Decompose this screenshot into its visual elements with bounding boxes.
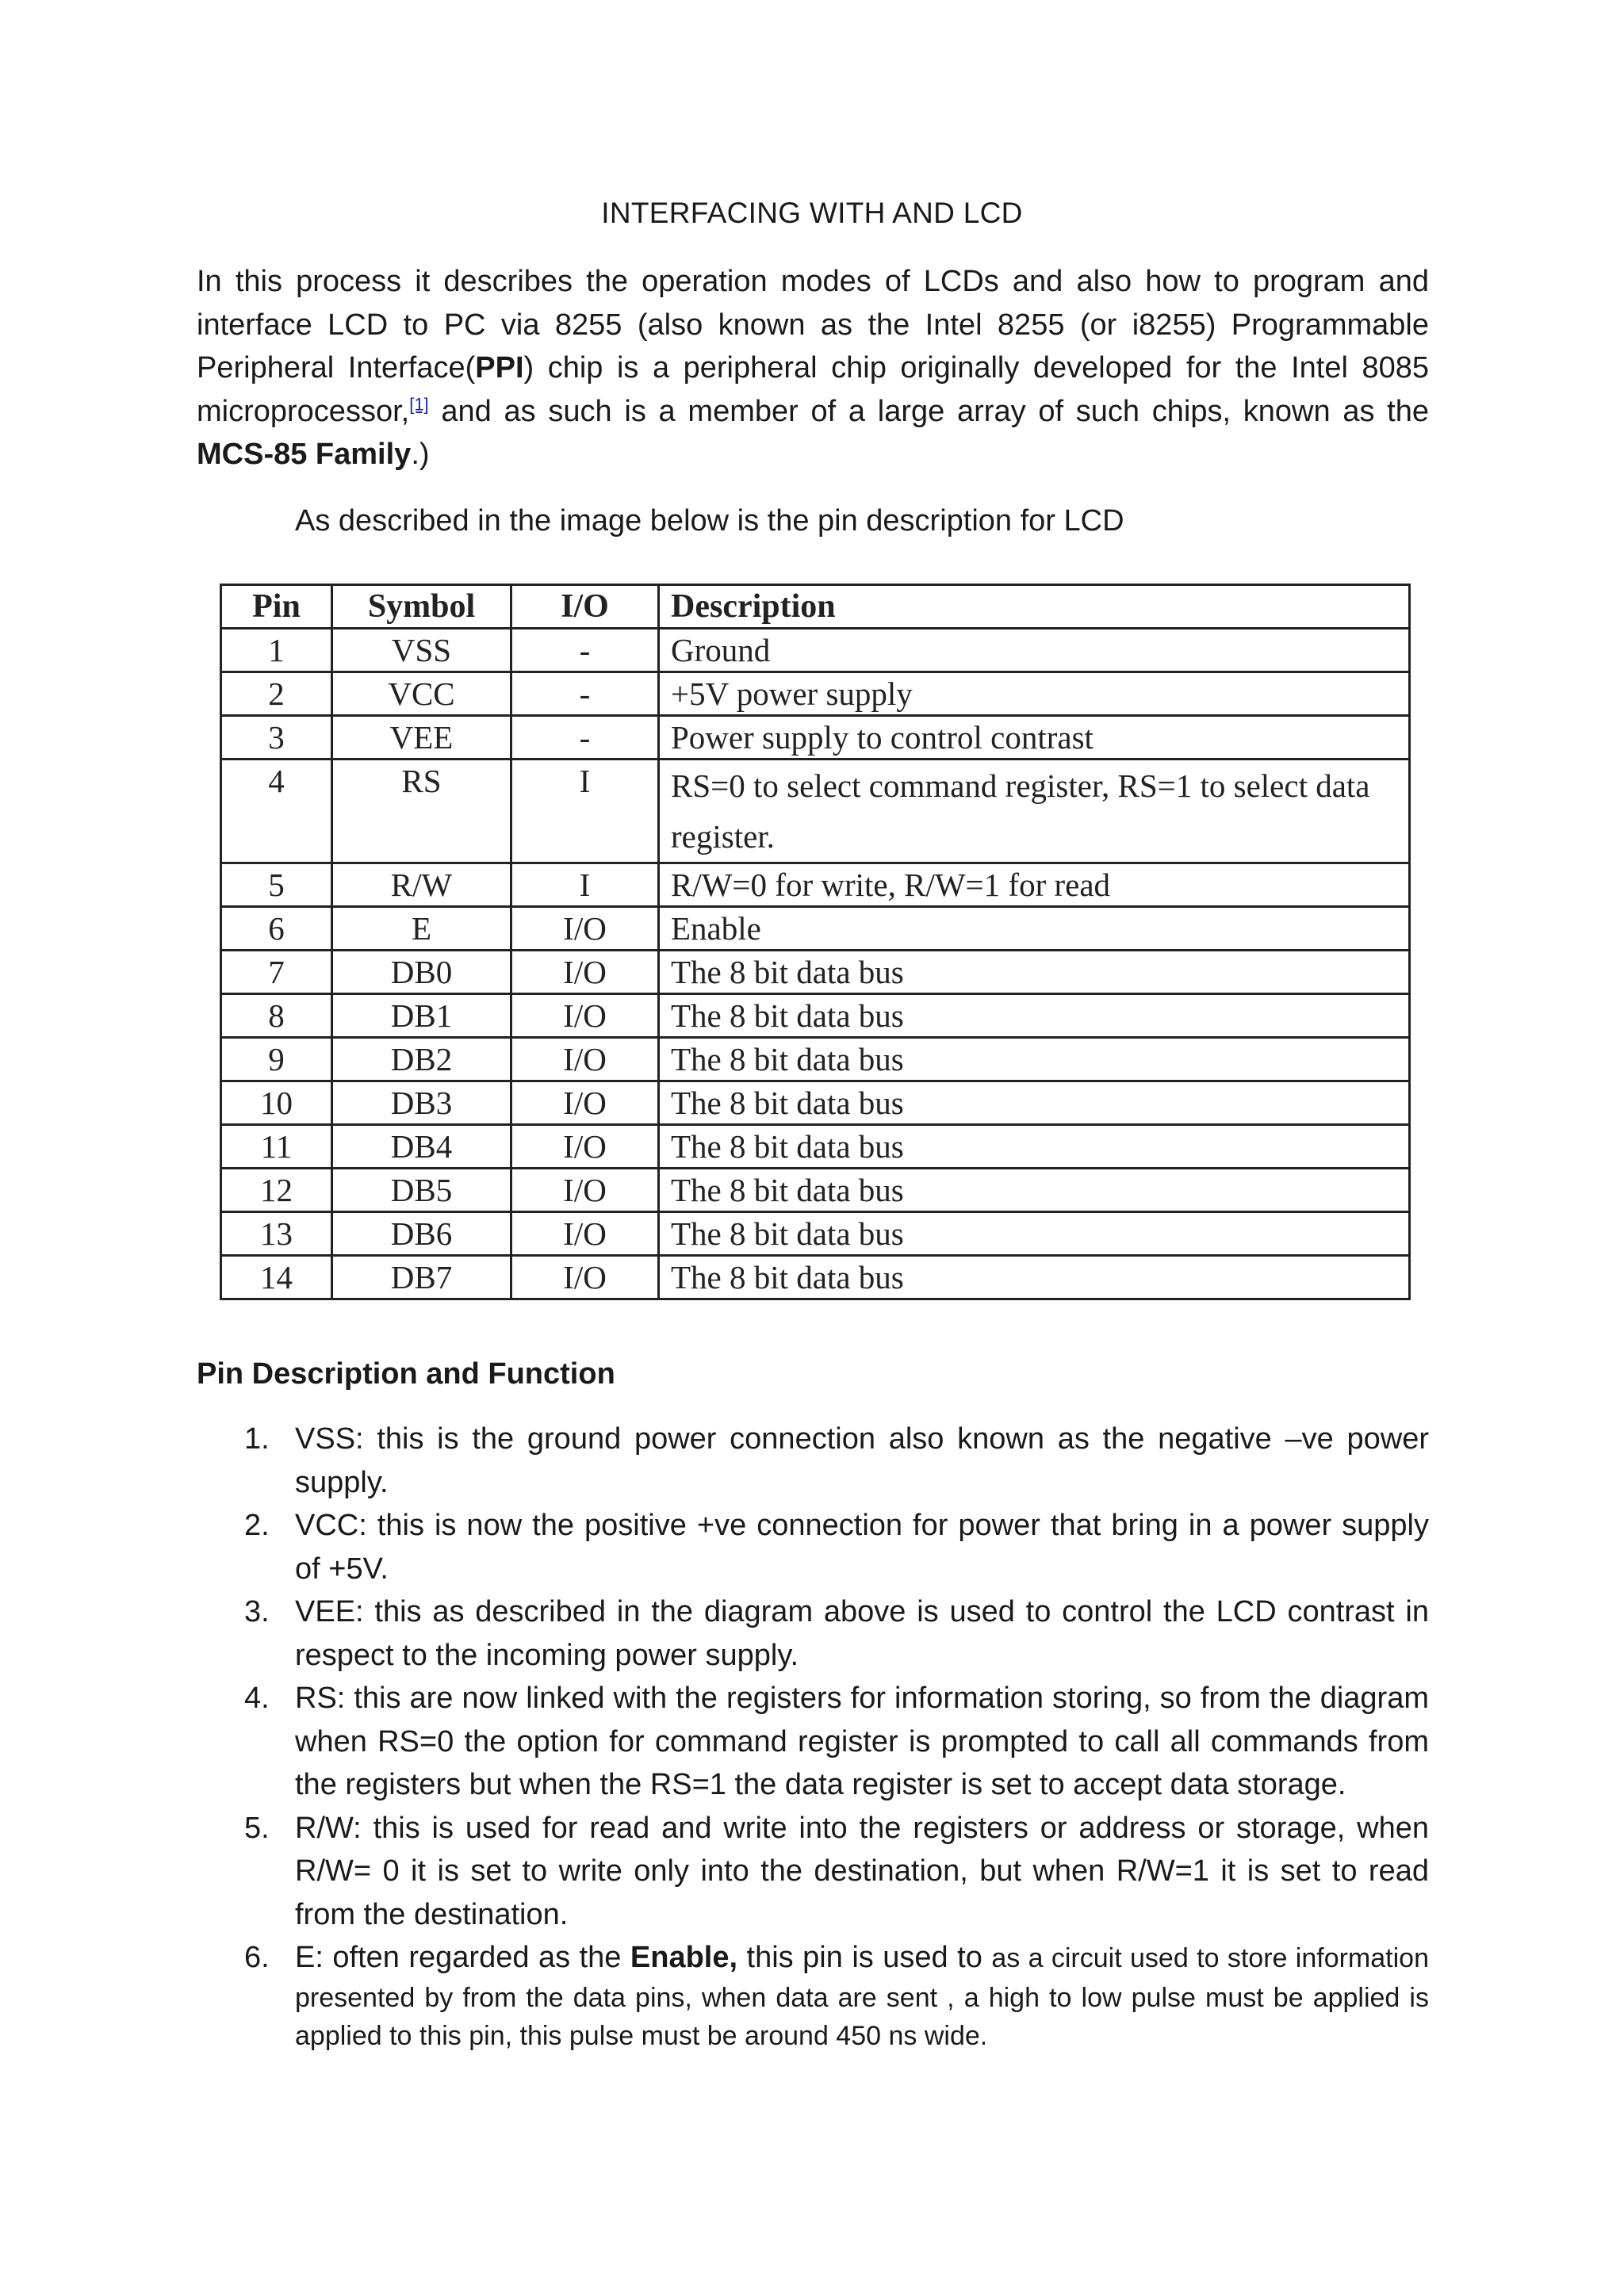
list-number: 5. — [244, 1811, 270, 1845]
list-text: VSS: this is the ground power connection also known as the negative –ve power supply. — [295, 1422, 1429, 1499]
cell-symbol: VCC — [332, 672, 511, 716]
cell-symbol: DB6 — [332, 1212, 511, 1256]
cell-io: I/O — [511, 1256, 659, 1299]
table-row — [221, 629, 1410, 672]
intro-paragraph — [197, 260, 1429, 476]
list-text-bold: Enable, — [630, 1941, 738, 1974]
table-row — [221, 1169, 1410, 1212]
reference-link[interactable]: [1] — [409, 393, 429, 414]
cell-pin: 12 — [221, 1169, 332, 1212]
cell-pin: 13 — [221, 1212, 332, 1256]
cell-symbol: DB0 — [332, 951, 511, 994]
header-pin: Pin — [221, 585, 332, 629]
cell-description: The 8 bit data bus — [659, 951, 1410, 994]
cell-io: I/O — [511, 1125, 659, 1169]
list-item — [197, 1807, 1429, 1937]
cell-pin: 14 — [221, 1256, 332, 1299]
table-row — [221, 1038, 1410, 1081]
list-item — [197, 1504, 1429, 1590]
intro-text-4: .) — [411, 438, 430, 471]
cell-symbol: DB4 — [332, 1125, 511, 1169]
cell-io: I — [511, 760, 659, 863]
cell-description: +5V power supply — [659, 672, 1410, 716]
cell-pin: 10 — [221, 1081, 332, 1125]
cell-io: - — [511, 629, 659, 672]
cell-io: I — [511, 863, 659, 907]
cell-description: The 8 bit data bus — [659, 1125, 1410, 1169]
header-description: Description — [659, 585, 1410, 629]
cell-io: I/O — [511, 1169, 659, 1212]
cell-symbol: DB1 — [332, 994, 511, 1038]
cell-description: The 8 bit data bus — [659, 1169, 1410, 1212]
page-title: INTERFACING WITH AND LCD — [601, 197, 1023, 229]
list-text: R/W: this is used for read and write into the registers or address or storage, when R/W= 0 it is set to write only into the destination, but when R/W=1 it is set to read from the destination. — [295, 1811, 1429, 1931]
cell-io: I/O — [511, 951, 659, 994]
cell-description: Power supply to control contrast — [659, 716, 1410, 760]
intro-text-3: and as such is a member of a large array of such chips, known as the — [428, 394, 1429, 428]
table-row — [221, 1081, 1410, 1125]
cell-symbol: DB5 — [332, 1169, 511, 1212]
table-row — [221, 760, 1410, 863]
list-text-lead: E: often regarded as the — [295, 1941, 630, 1974]
cell-pin: 2 — [221, 672, 332, 716]
cell-io: I/O — [511, 907, 659, 951]
cell-symbol: E — [332, 907, 511, 951]
section-heading: Pin Description and Function — [197, 1357, 615, 1391]
cell-pin: 9 — [221, 1038, 332, 1081]
list-number: 6. — [244, 1941, 270, 1974]
cell-description: RS=0 to select command register, RS=1 to select data register. — [659, 760, 1410, 863]
cell-symbol: RS — [332, 760, 511, 863]
table-row — [221, 907, 1410, 951]
intro-family: MCS-85 Family — [197, 438, 412, 471]
cell-symbol: DB3 — [332, 1081, 511, 1125]
list-item — [197, 1677, 1429, 1807]
list-text: VEE: this as described in the diagram above is used to control the LCD contrast in respect to the incoming power supply. — [295, 1595, 1429, 1672]
cell-description: The 8 bit data bus — [659, 1038, 1410, 1081]
table-row — [221, 1212, 1410, 1256]
table-row — [221, 672, 1410, 716]
cell-pin: 1 — [221, 629, 332, 672]
cell-description: The 8 bit data bus — [659, 1212, 1410, 1256]
cell-description: The 8 bit data bus — [659, 1081, 1410, 1125]
table-row — [221, 994, 1410, 1038]
table-row — [221, 951, 1410, 994]
table-header-row — [221, 585, 1410, 629]
list-number: 1. — [244, 1422, 270, 1456]
list-text: RS: this are now linked with the registers for information storing, so from the diagram when RS=0 the option for command register is prompted to call all commands from the registers but when the RS=1 the data register is set to accept data storage. — [295, 1682, 1429, 1801]
pin-function-list — [197, 1418, 1429, 2055]
table-row — [221, 716, 1410, 760]
intro-text-1: In this process it describes the operation modes of LCDs and also how to program and interface LCD to PC via 8255 (also known as the Intel 8255 (or i8255) Programmable Peripheral Interface( — [197, 265, 1429, 385]
table-row — [221, 863, 1410, 907]
cell-pin: 4 — [221, 760, 332, 863]
header-io: I/O — [511, 585, 659, 629]
list-text-mid: this pin is used to — [737, 1941, 992, 1974]
cell-pin: 7 — [221, 951, 332, 994]
cell-description: Enable — [659, 907, 1410, 951]
cell-symbol: VEE — [332, 716, 511, 760]
list-number: 4. — [244, 1682, 270, 1715]
list-item — [197, 1936, 1429, 2055]
list-number: 3. — [244, 1595, 270, 1628]
table-row — [221, 1256, 1410, 1299]
cell-io: I/O — [511, 1212, 659, 1256]
list-item — [197, 1590, 1429, 1677]
list-text: VCC: this is now the positive +ve connection for power that bring in a power supply of +5V. — [295, 1509, 1429, 1586]
cell-io: I/O — [511, 994, 659, 1038]
pin-description-table — [220, 584, 1411, 1300]
cell-pin: 11 — [221, 1125, 332, 1169]
cell-pin: 5 — [221, 863, 332, 907]
intro-ppi: PPI — [475, 351, 524, 385]
header-symbol: Symbol — [332, 585, 511, 629]
cell-symbol: R/W — [332, 863, 511, 907]
table-caption: As described in the image below is the pin description for LCD — [295, 504, 1124, 538]
list-text-tail: as a circuit used to store information presented by from the data pins, when data are sent , a high to low pulse must be applied is applied to this pin, this pulse must be around 450 ns wide. — [295, 1943, 1429, 2051]
cell-description: R/W=0 for write, R/W=1 for read — [659, 863, 1410, 907]
cell-description: The 8 bit data bus — [659, 994, 1410, 1038]
cell-symbol: DB2 — [332, 1038, 511, 1081]
cell-pin: 6 — [221, 907, 332, 951]
cell-io: - — [511, 716, 659, 760]
cell-io: I/O — [511, 1038, 659, 1081]
cell-symbol: VSS — [332, 629, 511, 672]
cell-description: Ground — [659, 629, 1410, 672]
table-row — [221, 1125, 1410, 1169]
cell-io: I/O — [511, 1081, 659, 1125]
list-item — [197, 1418, 1429, 1504]
cell-description: The 8 bit data bus — [659, 1256, 1410, 1299]
cell-pin: 3 — [221, 716, 332, 760]
cell-symbol: DB7 — [332, 1256, 511, 1299]
intro-text-2: ) chip is a peripheral chip originally developed for the Intel 8085 microprocessor, — [197, 351, 1429, 428]
cell-pin: 8 — [221, 994, 332, 1038]
cell-io: - — [511, 672, 659, 716]
list-number: 2. — [244, 1509, 270, 1542]
